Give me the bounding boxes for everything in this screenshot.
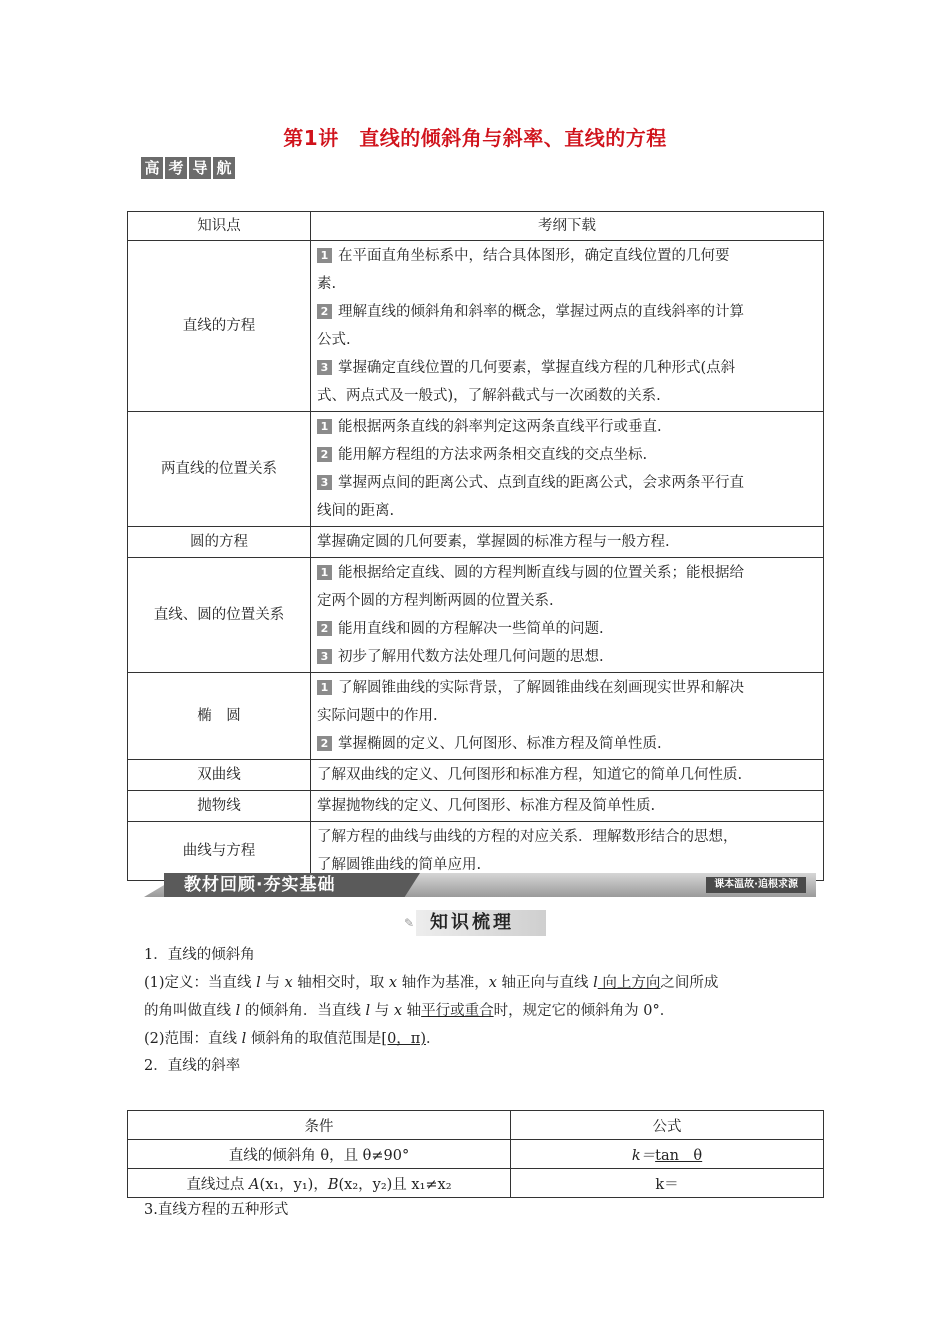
table-row	[128, 412, 824, 527]
item-number-badge: 2	[317, 304, 332, 319]
syllabus-cell	[311, 412, 824, 527]
text-run: 时，规定它的倾斜角为 0°．	[493, 1003, 675, 1019]
topic-cell: 直线、圆的位置关系	[128, 558, 311, 673]
topic-cell: 直线的方程	[128, 241, 311, 412]
section-1-title: 1．直线的倾斜角	[144, 947, 255, 963]
syllabus-line	[317, 559, 817, 587]
text-run: 之间所成	[660, 975, 719, 991]
syllabus-line	[317, 792, 817, 820]
syllabus-text: 初步了解用代数方法处理几何问题的思想.	[338, 649, 604, 665]
syllabus-text: 线间的距离.	[317, 503, 395, 519]
syllabus-line	[317, 823, 817, 851]
text-run: l	[235, 1003, 241, 1019]
text-run: 轴作为基准，	[397, 975, 489, 991]
table-row	[128, 791, 824, 822]
table-row	[128, 527, 824, 558]
slope-table	[127, 1110, 824, 1198]
topic-cell: 椭 圆	[128, 673, 311, 760]
text-run: x	[388, 975, 398, 991]
item-number-badge: 3	[317, 360, 332, 375]
syllabus-text: 了解方程的曲线与曲线的方程的对应关系．理解数形结合的思想，	[317, 829, 738, 845]
syllabus-text: 在平面直角坐标系中，结合具体图形，确定直线位置的几何要	[338, 248, 730, 264]
section-1-definition-line-2	[144, 1000, 812, 1022]
syllabus-table-body	[128, 241, 824, 881]
item-number-badge: 1	[317, 419, 332, 434]
nav-badge-char: 高	[141, 157, 163, 179]
text-run: k＝	[631, 1147, 656, 1164]
text-run: 与	[370, 1003, 394, 1019]
syllabus-cell	[311, 558, 824, 673]
nav-badge-char: 航	[213, 157, 235, 179]
syllabus-line	[317, 643, 817, 671]
text-run: l	[241, 1031, 247, 1047]
table-row	[128, 1169, 824, 1198]
syllabus-text: 能根据给定直线、圆的方程判断直线与圆的位置关系；能根据给	[338, 565, 744, 581]
slope-header-formula: 公式	[511, 1111, 824, 1140]
table-row	[128, 1140, 824, 1169]
syllabus-line	[317, 298, 817, 326]
text-run: l	[256, 975, 261, 991]
syllabus-text: 了解双曲线的定义、几何图形和标准方程，知道它的简单几何性质.	[317, 767, 743, 783]
table-row	[128, 760, 824, 791]
text-run: (x₂，y₂)且 x₁≠x₂	[338, 1176, 452, 1193]
subheading	[404, 908, 546, 936]
syllabus-text: 能根据两条直线的斜率判定这两条直线平行或垂直.	[338, 419, 662, 435]
section-3-title: 3.直线方程的五种形式	[144, 1202, 289, 1218]
syllabus-cell	[311, 822, 824, 881]
syllabus-cell	[311, 527, 824, 558]
syllabus-line	[317, 270, 817, 298]
syllabus-cell	[311, 241, 824, 412]
table-header-topic: 知识点	[128, 212, 311, 241]
table-row	[128, 241, 824, 412]
nav-badge-char: 考	[165, 157, 187, 179]
syllabus-line	[317, 528, 817, 556]
text-run: (1)定义：当直线	[144, 975, 257, 991]
item-number-badge: 1	[317, 565, 332, 580]
table-row	[128, 822, 824, 881]
text-run: B	[327, 1176, 339, 1193]
slope-formula: k＝	[511, 1169, 824, 1198]
item-number-badge: 1	[317, 248, 332, 263]
syllabus-line	[317, 413, 817, 441]
syllabus-text: 掌握确定直线位置的几何要素，掌握直线方程的几种形式(点斜	[338, 360, 736, 376]
pen-icon: ✎	[404, 916, 415, 930]
slope-condition: 直线的倾斜角 θ，且 θ≠90°	[128, 1140, 511, 1169]
answer-blank: 平行或重合	[421, 1003, 494, 1019]
table-row	[128, 558, 824, 673]
topic-cell: 双曲线	[128, 760, 311, 791]
syllabus-text: 定两个圆的方程判断两圆的位置关系.	[317, 593, 554, 609]
syllabus-cell	[311, 673, 824, 760]
text-run: l	[365, 1003, 371, 1019]
text-run: (x₁，y₁)，	[259, 1176, 328, 1193]
syllabus-line	[317, 354, 817, 382]
syllabus-line	[317, 497, 817, 525]
syllabus-cell	[311, 791, 824, 822]
syllabus-line	[317, 469, 817, 497]
syllabus-line	[317, 326, 817, 354]
syllabus-table	[127, 211, 824, 881]
item-number-badge: 2	[317, 621, 332, 636]
text-run: x	[488, 975, 497, 991]
topic-cell: 抛物线	[128, 791, 311, 822]
syllabus-text: 实际问题中的作用.	[317, 708, 438, 724]
text-run: 轴正向与直线	[496, 975, 594, 991]
topic-cell: 两直线的位置关系	[128, 412, 311, 527]
section-1-range	[144, 1028, 812, 1050]
item-number-badge: 3	[317, 475, 332, 490]
text-run: 的角叫做直线	[144, 1003, 236, 1019]
syllabus-text: 了解圆锥曲线的实际背景，了解圆锥曲线在刻画现实世界和解决	[338, 680, 744, 696]
section-2-title: 2．直线的斜率	[144, 1058, 241, 1074]
text-run: A	[249, 1176, 260, 1193]
page-title: 第1讲 直线的倾斜角与斜率、直线的方程	[283, 126, 667, 150]
answer-blank: tan θ	[655, 1147, 703, 1164]
topic-cell: 圆的方程	[128, 527, 311, 558]
syllabus-text: 掌握确定圆的几何要素，掌握圆的标准方程与一般方程.	[317, 534, 670, 550]
syllabus-line	[317, 674, 817, 702]
banner-tag: 课本温故·追根求源	[706, 877, 806, 893]
table-header-syllabus: 考纲下载	[311, 212, 824, 241]
syllabus-line	[317, 761, 817, 789]
syllabus-text: 能用解方程组的方法求两条相交直线的交点坐标.	[338, 447, 648, 463]
nav-badge-char: 导	[189, 157, 211, 179]
text-run: (2)范围：直线	[144, 1031, 242, 1047]
slope-formula	[511, 1140, 824, 1169]
slope-header-condition: 条件	[128, 1111, 511, 1140]
syllabus-text: 掌握两点间的距离公式、点到直线的距离公式，会求两条平行直	[338, 475, 744, 491]
text-run: 与	[260, 975, 285, 991]
syllabus-text: 式、两点式及一般式)，了解斜截式与一次函数的关系.	[317, 388, 661, 404]
text-run: ．	[425, 1031, 441, 1047]
text-run: 直线过点	[186, 1176, 250, 1193]
item-number-badge: 2	[317, 447, 332, 462]
text-run: x	[393, 1003, 403, 1019]
text-run: l	[593, 975, 598, 991]
syllabus-line	[317, 382, 817, 410]
banner-title: 教材回顾·夯实基础	[184, 875, 336, 895]
syllabus-text: 公式.	[317, 332, 351, 348]
section-1-definition-line-1	[144, 972, 812, 994]
answer-blank: 向上方向	[597, 975, 661, 991]
item-number-badge: 2	[317, 736, 332, 751]
text-run: 轴相交时，取	[292, 975, 389, 991]
slope-condition	[128, 1169, 511, 1198]
text-run: 轴	[402, 1003, 422, 1019]
syllabus-text: 掌握抛物线的定义、几何图形、标准方程及简单性质.	[317, 798, 656, 814]
syllabus-line	[317, 615, 817, 643]
item-number-badge: 1	[317, 680, 332, 695]
table-row	[128, 673, 824, 760]
topic-cell: 曲线与方程	[128, 822, 311, 881]
syllabus-text: 理解直线的倾斜角和斜率的概念，掌握过两点的直线斜率的计算	[338, 304, 744, 320]
syllabus-line	[317, 587, 817, 615]
answer-blank: [0，π)	[381, 1031, 426, 1047]
syllabus-text: 能用直线和圆的方程解决一些简单的问题.	[338, 621, 604, 637]
syllabus-line	[317, 702, 817, 730]
item-number-badge: 3	[317, 649, 332, 664]
syllabus-line	[317, 242, 817, 270]
text-run: 倾斜角的取值范围是	[246, 1031, 382, 1047]
text-run: x	[284, 975, 293, 991]
subheading-text: 知识梳理	[430, 912, 514, 933]
gaokao-nav-badge	[141, 157, 235, 179]
syllabus-line	[317, 730, 817, 758]
syllabus-line	[317, 441, 817, 469]
text-run: 的倾斜角．当直线	[240, 1003, 366, 1019]
syllabus-text: 素.	[317, 276, 337, 292]
syllabus-text: 掌握椭圆的定义、几何图形、标准方程及简单性质.	[338, 736, 662, 752]
section-banner	[144, 873, 816, 897]
syllabus-cell	[311, 760, 824, 791]
syllabus-text: 了解圆锥曲线的简单应用.	[317, 857, 482, 873]
